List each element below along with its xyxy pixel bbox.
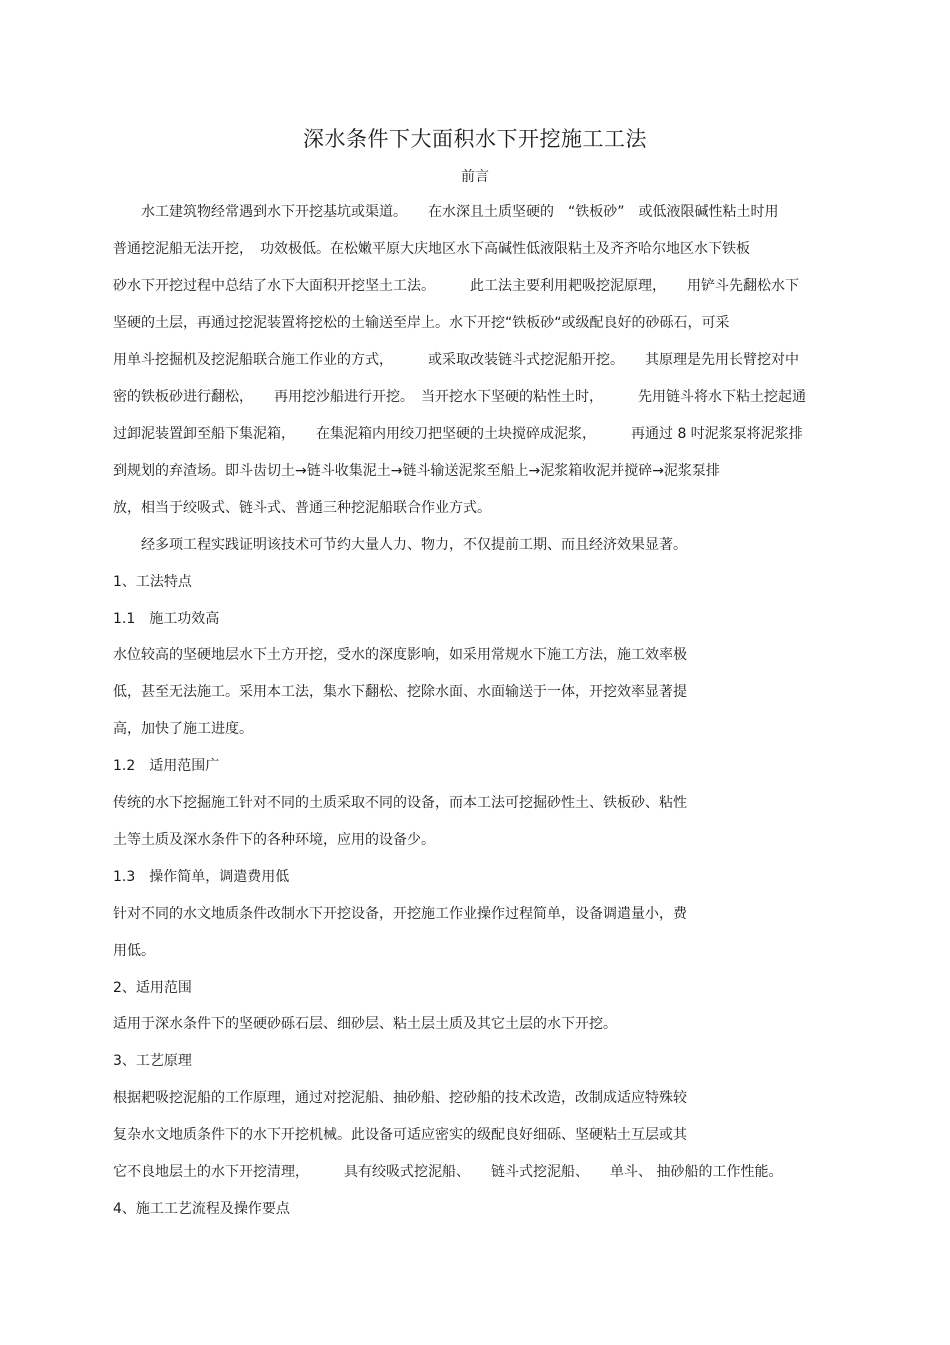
section-heading: 1、工法特点 (113, 574, 192, 590)
subsection-heading: 1.2 适用范围广 (113, 758, 220, 774)
section-heading: 4、施工工艺流程及操作要点 (113, 1201, 290, 1217)
paragraph-line: 到规划的弃渣场。即斗齿切土→链斗收集泥土→链斗输送泥浆至船上→泥浆箱收泥并搅碎→泥浆泵排 (113, 463, 720, 479)
paragraph-line: 砂水下开挖过程中总结了水下大面积开挖坚土工法。 此工法主要利用耙吸挖泥原理， 用铲斗先翻松水下 (113, 278, 799, 294)
paragraph-line: 土等土质及深水条件下的各种环境，应用的设备少。 (113, 832, 435, 848)
paragraph-line: 水工建筑物经常遇到水下开挖基坑或渠道。 在水深且土质坚硬的 “铁板砂” 或低液限碱性粘土时用 (141, 204, 779, 220)
section-heading: 2、适用范围 (113, 980, 192, 996)
paragraph-line: 根据耙吸挖泥船的工作原理，通过对挖泥船、抽砂船、挖砂船的技术改造，改制成适应特殊较 (113, 1090, 687, 1106)
paragraph-line: 高，加快了施工进度。 (113, 721, 253, 737)
paragraph-line: 复杂水文地质条件下的水下开挖机械。此设备可适应密实的级配良好细砾、坚硬粘土互层或其 (113, 1127, 687, 1143)
paragraph-line: 适用于深水条件下的坚硬砂砾石层、细砂层、粘土层土质及其它土层的水下开挖。 (113, 1016, 617, 1032)
subsection-heading: 1.1 施工功效高 (113, 611, 220, 627)
document-title: 深水条件下大面积水下开挖施工工法 (303, 127, 647, 151)
paragraph-line: 放，相当于绞吸式、链斗式、普通三种挖泥船联合作业方式。 (113, 500, 491, 516)
paragraph-line: 密的铁板砂进行翻松， 再用挖沙船进行开挖。 当开挖水下坚硬的粘性土时， 先用链斗将水下粘土挖起通 (113, 389, 806, 405)
paragraph-line: 坚硬的土层，再通过挖泥装置将挖松的土输送至岸上。水下开挖“铁板砂“或级配良好的砂砾石，可采 (113, 315, 730, 331)
section-heading-foreword: 前言 (461, 169, 489, 185)
paragraph-line: 低，甚至无法施工。采用本工法，集水下翻松、挖除水面、水面输送于一体，开挖效率显著提 (113, 684, 687, 700)
paragraph-line: 经多项工程实践证明该技术可节约大量人力、物力，不仅提前工期、而且经济效果显著。 (141, 537, 687, 553)
paragraph-line: 传统的水下挖掘施工针对不同的土质采取不同的设备，而本工法可挖掘砂性土、铁板砂、粘性 (113, 795, 687, 811)
section-heading: 3、工艺原理 (113, 1053, 192, 1069)
subsection-heading: 1.3 操作简单，调遣费用低 (113, 869, 290, 885)
paragraph-line: 普通挖泥船无法开挖， 功效极低。在松嫩平原大庆地区水下高碱性低液限粘土及齐齐哈尔地区水下铁板 (113, 241, 750, 257)
paragraph-line: 用低。 (113, 943, 155, 959)
paragraph-line: 水位较高的坚硬地层水下土方开挖，受水的深度影响，如采用常规水下施工方法，施工效率极 (113, 647, 687, 663)
paragraph-line: 过卸泥装置卸至船下集泥箱， 在集泥箱内用绞刀把坚硬的土块搅碎成泥浆， 再通过 8 吋泥浆泵将泥浆排 (113, 426, 803, 442)
paragraph-line: 用单斗挖掘机及挖泥船联合施工作业的方式， 或采取改装链斗式挖泥船开挖。 其原理是先用长臂挖对中 (113, 352, 799, 368)
paragraph-line: 针对不同的水文地质条件改制水下开挖设备，开挖施工作业操作过程简单，设备调遣量小，费 (113, 906, 687, 922)
paragraph-line: 它不良地层土的水下开挖清理， 具有绞吸式挖泥船、 链斗式挖泥船、 单斗、 抽砂船的工作性能。 (113, 1164, 783, 1180)
